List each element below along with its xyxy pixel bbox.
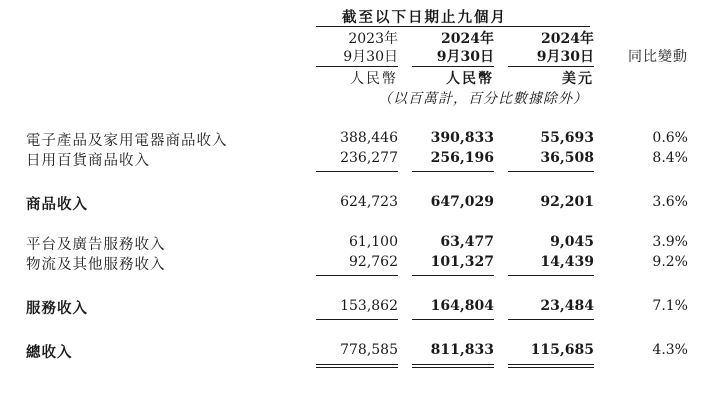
row-value-usd: 9,045 <box>550 234 594 250</box>
row-value-2024: 811,833 <box>430 342 494 358</box>
total-double-rule <box>508 367 594 368</box>
row-label: 電子產品及家用電器商品收入 <box>26 133 228 149</box>
period-title: 截至以下日期止九個月 <box>342 9 507 26</box>
col-2024-date: 9月30日 <box>436 49 494 65</box>
subtotal-rule <box>316 319 398 320</box>
row-value-2024: 63,477 <box>440 234 494 250</box>
row-value-yoy: 0.6% <box>652 130 688 146</box>
row-value-2023: 388,446 <box>340 130 398 146</box>
row-label: 日用百貨商品收入 <box>26 153 150 169</box>
row-value-2024: 647,029 <box>430 194 494 210</box>
row-label: 平台及廣告服務收入 <box>26 237 166 253</box>
subtotal-rule <box>316 275 398 276</box>
total-double-rule <box>508 364 594 365</box>
col-2024-usd-year: 2024年 <box>541 31 594 47</box>
col-2023-rule <box>316 66 398 67</box>
total-double-rule <box>412 364 494 365</box>
units-note: （以百萬計，百分比數據除外） <box>378 91 588 107</box>
subtotal-rule <box>412 275 494 276</box>
col-2024-unit: 人民幣 <box>446 71 494 87</box>
row-value-2023: 624,723 <box>340 194 398 210</box>
total-double-rule <box>412 367 494 368</box>
row-value-2024: 256,196 <box>430 150 494 166</box>
row-value-2024: 101,327 <box>430 254 494 270</box>
row-value-usd: 115,685 <box>530 342 594 358</box>
row-value-2023: 61,100 <box>349 234 398 250</box>
row-value-2023: 236,277 <box>340 150 398 166</box>
row-value-usd: 92,201 <box>540 194 594 210</box>
header-rule <box>316 26 590 27</box>
row-value-usd: 23,484 <box>540 298 594 314</box>
col-2024-rule <box>412 66 494 67</box>
col-2023-date: 9月30日 <box>343 49 398 65</box>
total-double-rule <box>316 367 398 368</box>
row-value-2024: 164,804 <box>430 298 494 314</box>
row-value-2023: 92,762 <box>349 254 398 270</box>
row-value-yoy: 9.2% <box>652 254 688 270</box>
subtotal-rule <box>412 319 494 320</box>
col-usd-rule <box>508 66 594 67</box>
col-2023-unit: 人民幣 <box>350 71 398 87</box>
row-value-yoy: 8.4% <box>652 150 688 166</box>
subtotal-rule <box>508 319 594 320</box>
row-value-2023: 153,862 <box>340 298 398 314</box>
row-value-2023: 778,585 <box>340 342 398 358</box>
subtotal-rule <box>412 171 494 172</box>
subtotal-rule <box>316 171 398 172</box>
row-value-2024: 390,833 <box>430 130 494 146</box>
row-value-usd: 36,508 <box>540 150 594 166</box>
col-2023-year: 2023年 <box>348 31 398 47</box>
row-label: 物流及其他服務收入 <box>26 257 166 273</box>
row-label: 服務收入 <box>26 300 88 317</box>
col-2024-year: 2024年 <box>441 31 494 47</box>
row-value-yoy: 3.9% <box>652 234 688 250</box>
col-usd-unit: 美元 <box>562 71 594 87</box>
row-value-yoy: 7.1% <box>652 298 688 314</box>
row-value-yoy: 3.6% <box>652 194 688 210</box>
row-value-usd: 55,693 <box>540 130 594 146</box>
row-label: 商品收入 <box>26 196 88 213</box>
row-value-yoy: 4.3% <box>652 342 688 358</box>
row-label: 總收入 <box>26 344 73 361</box>
col-2024-usd-date: 9月30日 <box>536 49 594 65</box>
subtotal-rule <box>508 171 594 172</box>
total-double-rule <box>316 364 398 365</box>
subtotal-rule <box>508 275 594 276</box>
row-value-usd: 14,439 <box>540 254 594 270</box>
yoy-header: 同比變動 <box>628 49 688 65</box>
